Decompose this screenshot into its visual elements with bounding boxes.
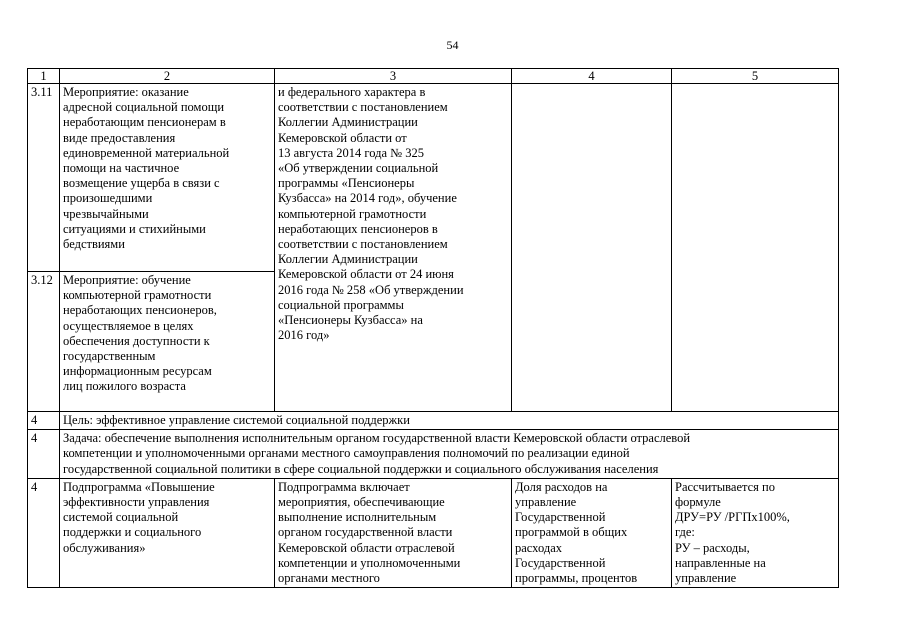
measure-name: Мероприятие: обучение компьютерной грамотности неработающих пенсионеров, осуществляемое в целях обеспечения доступности к государственным информационным ресурсам лиц пожилого возраста <box>60 272 275 412</box>
subprogram-indicator: Доля расходов на управление Государственной программой в общих расходах Государственной программы, процентов <box>512 478 672 587</box>
table-row-task <box>28 430 839 479</box>
row-number: 4 <box>28 412 60 430</box>
page-number: 54 <box>446 38 459 52</box>
subprogram-name: Подпрограмма «Повышение эффективности управления системой социальной поддержки и социального обслуживания» <box>60 478 275 587</box>
header-col-1: 1 <box>28 69 60 84</box>
table-row-3-11 <box>28 84 839 272</box>
goal-text: Цель: эффективное управление системой социальной поддержки <box>60 412 839 430</box>
program-table <box>27 68 839 588</box>
subprogram-method: Рассчитывается по формуле ДРУ=РУ /РГПх100%, где: РУ – расходы, направленные на управление <box>672 478 839 587</box>
table-header-row <box>28 69 839 84</box>
header-col-4: 4 <box>512 69 672 84</box>
header-col-3: 3 <box>275 69 512 84</box>
row-number: 3.12 <box>28 272 60 412</box>
row-number: 3.11 <box>28 84 60 272</box>
row-number: 4 <box>28 430 60 479</box>
table-row-goal <box>28 412 839 430</box>
measure-description: и федерального характера в соответствии с постановлением Коллегии Администрации Кемеровской области от 13 августа 2014 года № 325 «Об утверждении социальной программы «Пенсионеры Кузбасса» на 2014 год», обучение компьютерной грамотности неработающих пенсионеров в соответствии с постановлением Коллегии Администрации Кемеровской области от 24 июня 2016 года № 258 «Об утверждении социальной программы «Пенсионеры Кузбасса» на 2016 год» <box>275 84 512 412</box>
task-text: Задача: обеспечение выполнения исполнительным органом государственной власти Кемеровской области отраслевой компетенции и уполномоченными органами местного самоуправления полномочий по реализации единой государственной социальной политики в сфере социальной поддержки и социального обслуживания населения <box>60 430 839 479</box>
header-col-2: 2 <box>60 69 275 84</box>
indicator-cell <box>512 84 672 412</box>
row-number: 4 <box>28 478 60 587</box>
header-col-5: 5 <box>672 69 839 84</box>
table-row-subprogram <box>28 478 839 587</box>
method-cell <box>672 84 839 412</box>
measure-name: Мероприятие: оказание адресной социальной помощи неработающим пенсионерам в виде предоставления единовременной материальной помощи на частичное возмещение ущерба в связи с произошедшими чрезвычайными ситуациями и стихийными бедствиями <box>60 84 275 272</box>
subprogram-description: Подпрограмма включает мероприятия, обеспечивающие выполнение исполнительным органом государственной власти Кемеровской области отраслевой компетенции и уполномоченными органами местного <box>275 478 512 587</box>
